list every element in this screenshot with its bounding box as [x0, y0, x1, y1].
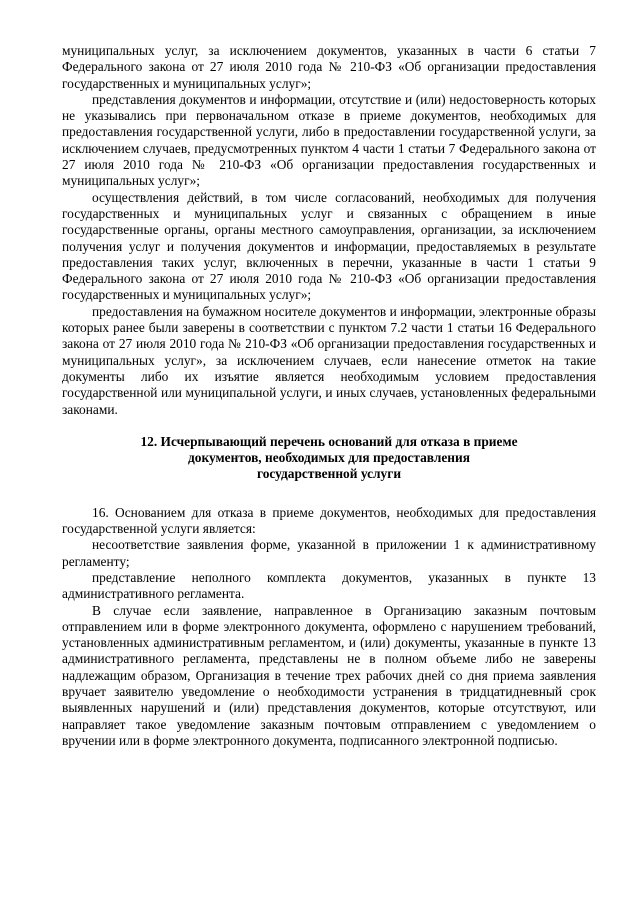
section-heading [62, 434, 596, 483]
paragraph-16-grounds: 16. Основанием для отказа в приеме документов, необходимых для предоставления государственной услуги является: [62, 504, 596, 537]
paragraph-paper-documents: предоставления на бумажном носителе документов и информации, электронные образы которых ранее были заверены в соответствии с пунктом 7.2 части 1 статьи 16 Федерального закона от 27 июля 2010 года № 210-ФЗ «Об организации предоставления государственных и муниципальных услуг», за исключением случаев, если нанесение отметок на такие документы либо их изъятие является необходимым условием предоставления государственной или муниципальной услуги, и иных случаев, установленных федеральными законами. [62, 303, 596, 417]
paragraph-documents-information: представления документов и информации, отсутствие и (или) недостоверность которых не указывались при первоначальном отказе в приеме документов, необходимых для предоставления государственной услуги, либо в предоставлении государственной услуги, за исключением случаев, предусмотренных пунктом 4 части 1 статьи 7 Федерального закона от 27 июля 2010 года № 210-ФЗ «Об организации предоставления государственных и муниципальных услуг»; [62, 91, 596, 189]
paragraph-actions-approvals: осуществления действий, в том числе согласований, необходимых для получения государственных и муниципальных услуг и связанных с обращением в иные государственные органы, органы местного самоуправления, организации, за исключением получения услуг и получения документов и информации, предоставляемых в результате предоставления таких услуг, включенных в перечни, указанные в части 1 статьи 9 Федерального закона от 27 июля 2010 года № 210-ФЗ «Об организации предоставления государственных и муниципальных услуг»; [62, 189, 596, 303]
heading-line-3: государственной услуги [256, 466, 402, 482]
heading-line-1: 12. Исчерпывающий перечень оснований для отказа в приеме [140, 433, 518, 449]
heading-line-2: документов, необходимых для предоставления [188, 450, 470, 466]
paragraph-form-mismatch: несоответствие заявления форме, указанной в приложении 1 к административному регламенту; [62, 537, 596, 569]
paragraph-continuation: муниципальных услуг, за исключением документов, указанных в части 6 статьи 7 Федерального закона от 27 июля 2010 года № 210-ФЗ «Об организации предоставления государственных и муниципальных услуг»; [62, 43, 596, 91]
document-page [62, 43, 596, 749]
paragraph-notification: В случае если заявление, направленное в Организацию заказным почтовым отправлением или в форме электронного документа, оформлено с нарушением требований, установленных административным регламентом, и (или) документы, указанные в пункте 13 административного регламента, представлены не в полном объеме либо не заверены надлежащим образом, Организация в течение трех рабочих дней со дня приема заявления вручает заявителю уведомление о необходимости устранения в тридцатидневный срок выявленных нарушений и (или) представления документов, которые отсутствуют, или направляет такое уведомление заказным почтовым отправлением с уведомлением о вручении или в форме электронного документа, подписанного электронной подписью. [62, 602, 596, 748]
paragraph-incomplete-set: представление неполного комплекта документов, указанных в пункте 13 административного регламента. [62, 569, 596, 602]
